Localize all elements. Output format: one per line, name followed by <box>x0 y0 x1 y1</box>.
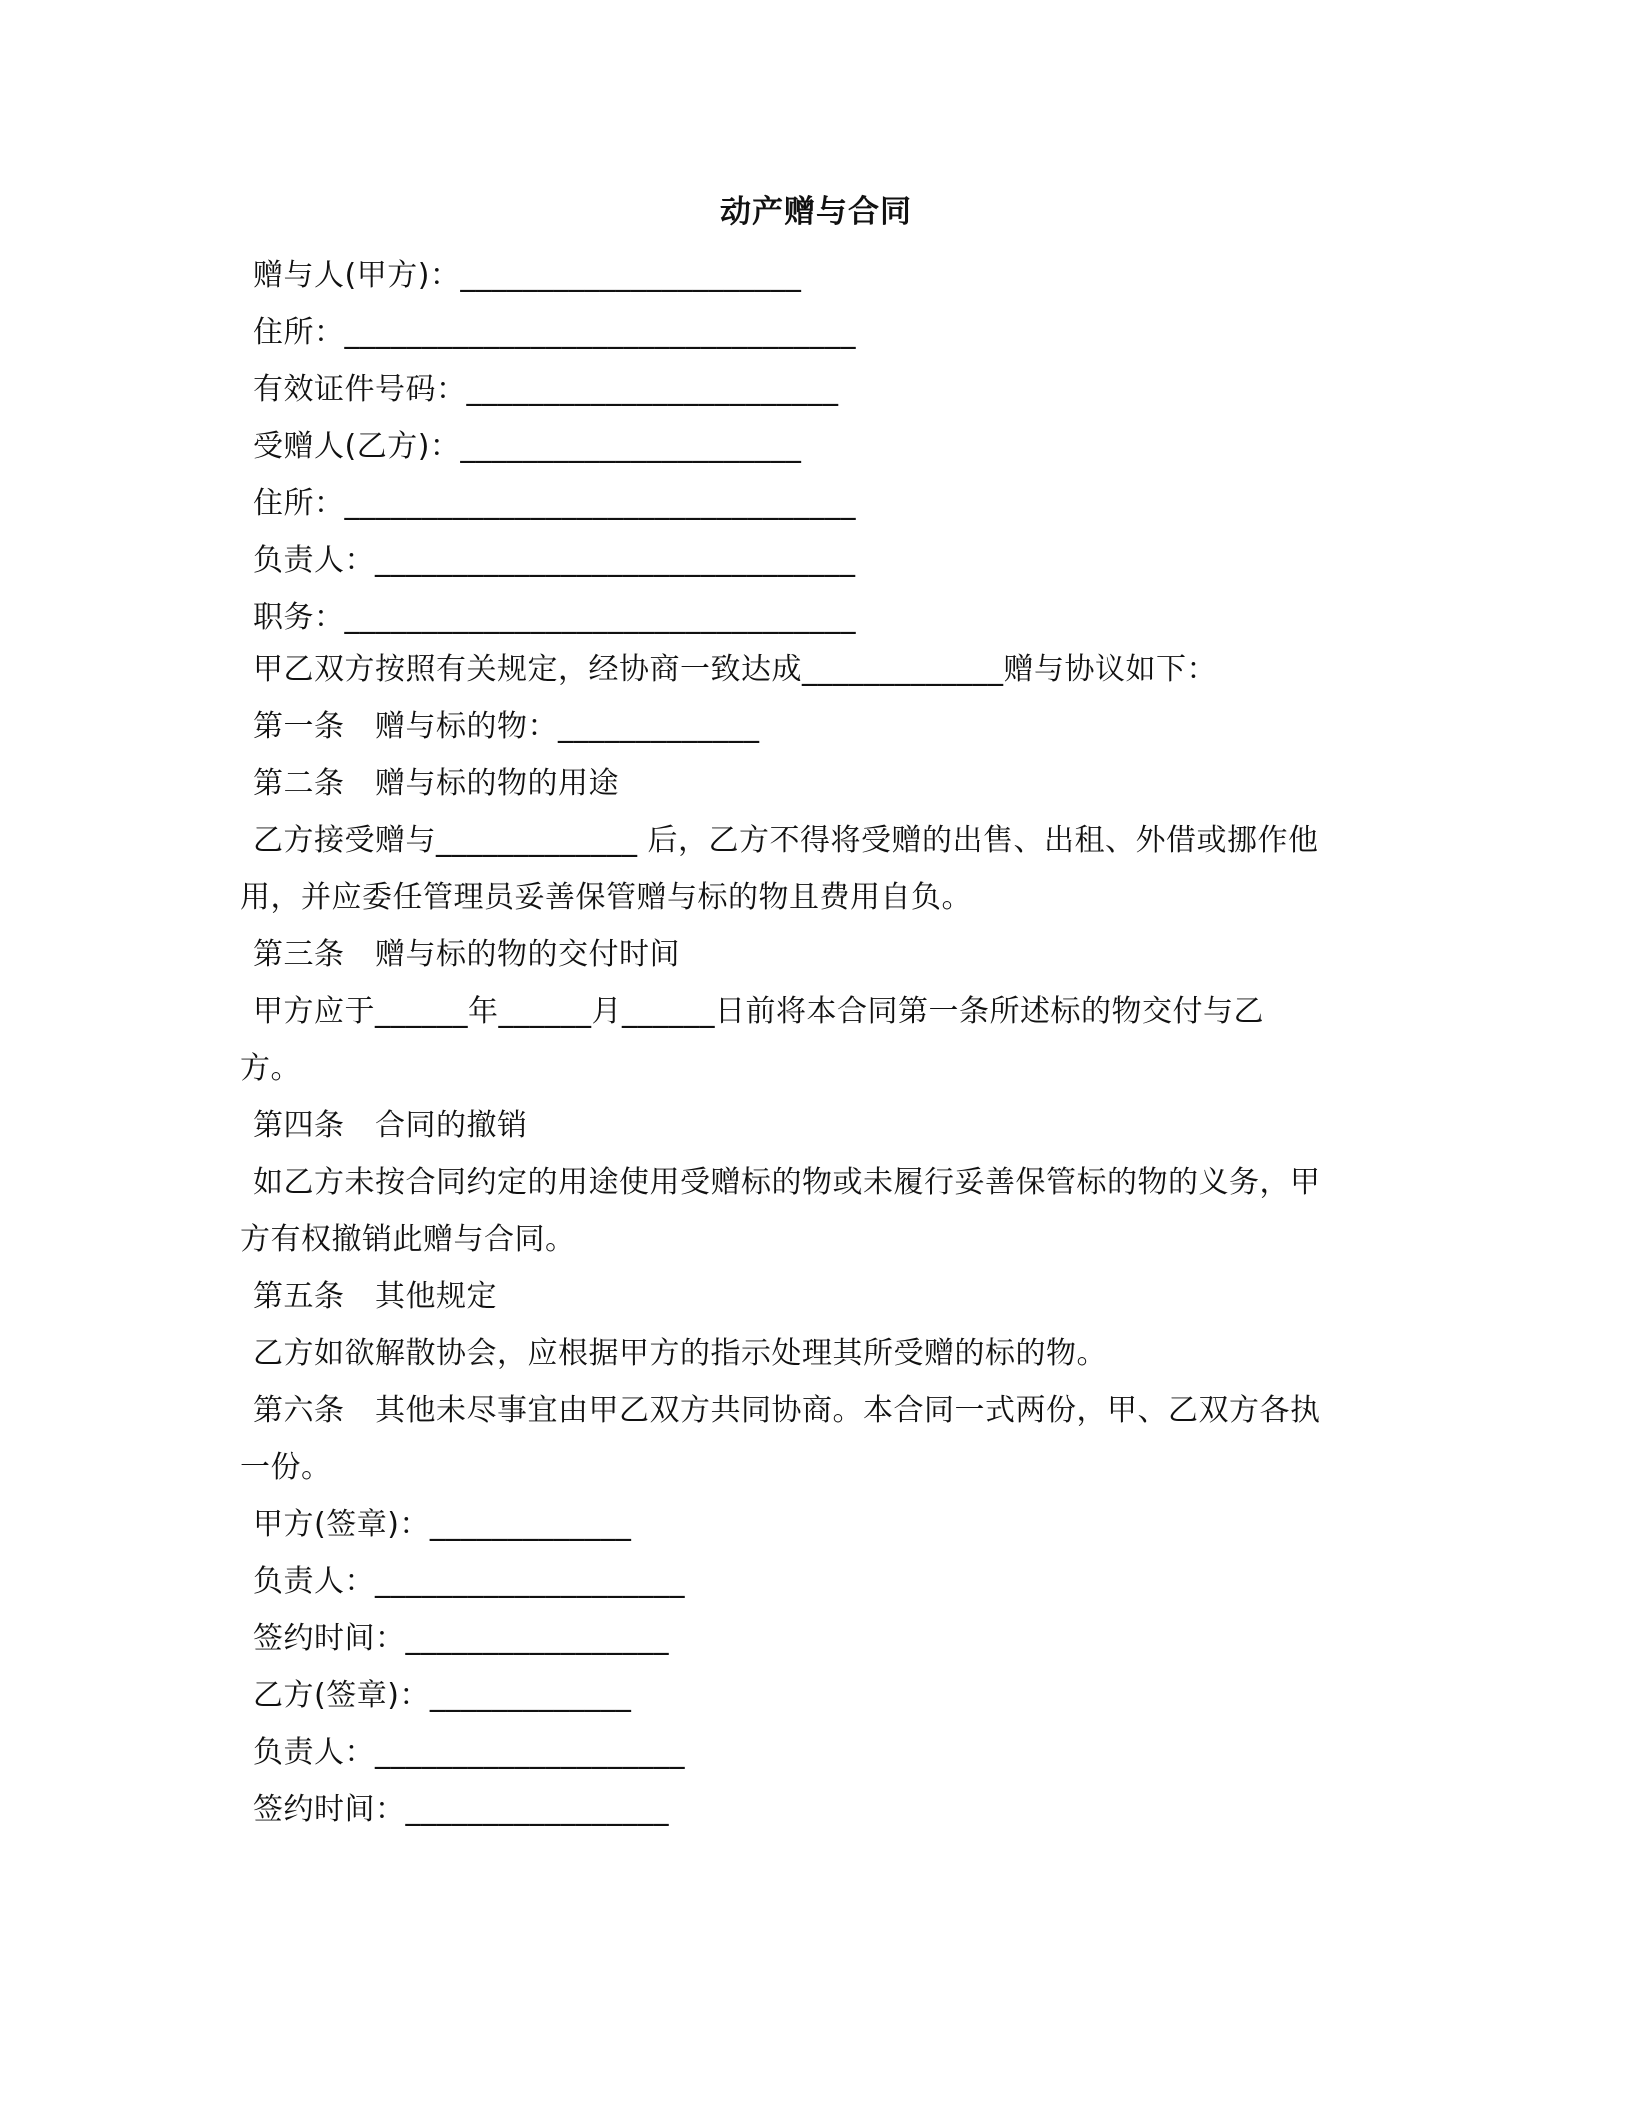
party-b-sign-date-line: 签约时间：_________________ <box>253 1792 669 1827</box>
article-3-text-2: 方。 <box>240 1051 301 1086</box>
article-5-heading: 第五条 其他规定 <box>253 1279 497 1314</box>
party-a-responsible-line: 负责人：____________________ <box>253 1564 685 1599</box>
donee-address-line: 住所：_________________________________ <box>253 486 856 521</box>
article-2-text-2: 用，并应委任管理员妥善保管赠与标的物且费用自负。 <box>240 880 972 915</box>
article-4-text-1: 如乙方未按合同约定的用途使用受赠标的物或未履行妥善保管标的物的义务，甲 <box>253 1165 1321 1200</box>
document-title: 动产赠与合同 <box>720 194 912 230</box>
article-6-text-2: 一份。 <box>240 1450 332 1485</box>
article-2-heading: 第二条 赠与标的物的用途 <box>253 766 619 801</box>
position-line: 职务：_________________________________ <box>253 600 856 635</box>
article-2-text-1: 乙方接受赠与_____________ 后，乙方不得将受赠的出售、出租、外借或挪作他 <box>253 823 1319 858</box>
article-4-text-2: 方有权撤销此赠与合同。 <box>240 1222 576 1257</box>
party-b-responsible-line: 负责人：____________________ <box>253 1735 685 1770</box>
id-number-line: 有效证件号码：________________________ <box>253 372 839 407</box>
party-a-seal-line: 甲方(签章)：_____________ <box>253 1507 632 1542</box>
article-3-heading: 第三条 赠与标的物的交付时间 <box>253 937 680 972</box>
party-b-seal-line: 乙方(签章)：_____________ <box>253 1678 632 1713</box>
donee-line: 受赠人(乙方)：______________________ <box>253 429 802 464</box>
article-6-text-1: 第六条 其他未尽事宜由甲乙双方共同协商。本合同一式两份，甲、乙双方各执 <box>253 1393 1321 1428</box>
article-3-text-1: 甲方应于______年______月______日前将本合同第一条所述标的物交付与乙 <box>253 994 1264 1029</box>
responsible-person-line: 负责人：_______________________________ <box>253 543 856 578</box>
article-5-text: 乙方如欲解散协会，应根据甲方的指示处理其所受赠的标的物。 <box>253 1336 1107 1371</box>
donor-address-line: 住所：_________________________________ <box>253 315 856 350</box>
article-1: 第一条 赠与标的物：_____________ <box>253 709 760 744</box>
donor-line: 赠与人(甲方)：______________________ <box>253 258 802 293</box>
agreement-intro: 甲乙双方按照有关规定，经协商一致达成_____________赠与协议如下： <box>253 652 1217 687</box>
article-4-heading: 第四条 合同的撤销 <box>253 1108 528 1143</box>
party-a-sign-date-line: 签约时间：_________________ <box>253 1621 669 1656</box>
